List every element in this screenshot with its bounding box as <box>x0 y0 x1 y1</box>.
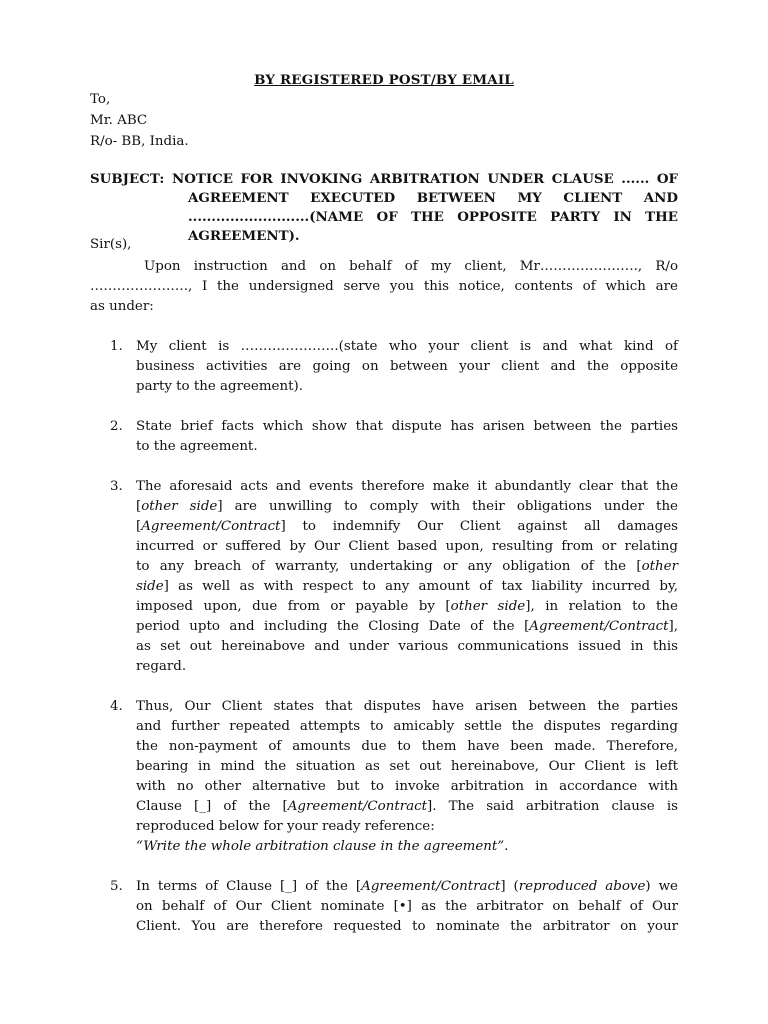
subject-label: SUBJECT: <box>90 171 165 187</box>
item-4-line-1: Thus, Our Client states that disputes have arisen between the parties <box>136 699 678 714</box>
item-number: 2. <box>110 419 123 434</box>
item-number: 3. <box>110 479 123 494</box>
document-heading: BY REGISTERED POST/BY EMAIL <box>254 72 514 88</box>
intro-paragraph <box>90 257 678 317</box>
item-4-line-2: and further repeated attempts to amicably settle the disputes regarding <box>136 719 678 734</box>
item-1-line-3: party to the agreement). <box>136 379 303 394</box>
list-item-2 <box>110 417 678 457</box>
item-3-line-2: [other side] are unwilling to comply with their obligations under the <box>136 499 678 514</box>
salutation: Sir(s), <box>90 237 132 252</box>
list-item-1 <box>110 337 678 397</box>
item-5-line-3: Client. You are therefore requested to nominate the arbitrator on your <box>136 919 678 934</box>
list-item-3 <box>110 477 678 677</box>
subject-line-2: AGREEMENT EXECUTED BETWEEN MY CLIENT AND <box>188 190 678 206</box>
intro-line-1: Upon instruction and on behalf of my client, Mr…………………., R/o <box>144 259 678 274</box>
item-3-line-6: side] as well as with respect to any amount of tax liability incurred by, <box>136 579 678 594</box>
item-4-line-3: the non-payment of amounts due to them have been made. Therefore, <box>136 739 678 754</box>
item-3-line-7: imposed upon, due from or payable by [other side], in relation to the <box>136 599 678 614</box>
item-3-line-10: regard. <box>136 659 187 674</box>
intro-line-2: …………………., I the undersigned serve you this notice, contents of which are <box>90 279 678 294</box>
subject-line-4: AGREEMENT). <box>188 228 300 244</box>
addressee-name: Mr. ABC <box>90 113 148 128</box>
item-2-line-2: to the agreement. <box>136 439 258 454</box>
item-1-line-2: business activities are going on between your client and the opposite <box>136 359 678 374</box>
list-item-5 <box>110 877 678 937</box>
item-4-line-8: “Write the whole arbitration clause in the agreement”. <box>136 839 509 854</box>
item-3-line-1: The aforesaid acts and events therefore make it abundantly clear that the <box>136 479 678 494</box>
list-item-4 <box>110 697 678 857</box>
item-3-line-3: [Agreement/Contract] to indemnify Our Client against all damages <box>136 519 678 534</box>
item-4-line-4: bearing in mind the situation as set out hereinabove, Our Client is left <box>136 759 678 774</box>
item-5-line-2: on behalf of Our Client nominate [•] as the arbitrator on behalf of Our <box>136 899 678 914</box>
item-3-line-9: as set out hereinabove and under various communications issued in this <box>136 639 678 654</box>
item-1-line-1: My client is ………………….(state who your client is and what kind of <box>136 339 678 354</box>
item-number: 1. <box>110 339 123 354</box>
subject-line-3: ..........................(NAME OF THE OPPOSITE PARTY IN THE <box>188 209 678 225</box>
item-3-line-5: to any breach of warranty, undertaking or any obligation of the [other <box>136 559 678 574</box>
subject-block <box>90 170 678 246</box>
item-number: 5. <box>110 879 123 894</box>
to-line: To, <box>90 92 111 107</box>
addressee-address: R/o- BB, India. <box>90 134 189 149</box>
item-5-line-1: In terms of Clause [_] of the [Agreement/Contract] (reproduced above) we <box>136 879 678 894</box>
item-4-line-7: reproduced below for your ready reference: <box>136 819 435 834</box>
item-number: 4. <box>110 699 123 714</box>
intro-line-3: as under: <box>90 299 154 314</box>
item-3-line-8: period upto and including the Closing Date of the [Agreement/Contract], <box>136 619 678 634</box>
subject-line-1: NOTICE FOR INVOKING ARBITRATION UNDER CLAUSE ...... OF <box>172 171 678 187</box>
item-2-line-1: State brief facts which show that dispute has arisen between the parties <box>136 419 678 434</box>
item-4-line-5: with no other alternative but to invoke arbitration in accordance with <box>136 779 678 794</box>
item-3-line-4: incurred or suffered by Our Client based upon, resulting from or relating <box>136 539 678 554</box>
item-4-line-6: Clause [_] of the [Agreement/Contract]. The said arbitration clause is <box>136 799 678 814</box>
